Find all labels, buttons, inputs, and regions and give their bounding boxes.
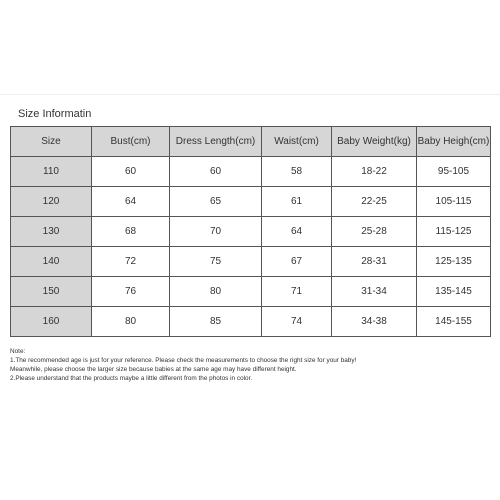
note-line: 1.The recommended age is just for your reference. Please check the measurements to choose the right size for your baby! <box>10 357 357 364</box>
cell-bust: 68 <box>92 217 170 247</box>
top-divider <box>0 94 500 95</box>
cell-size: 110 <box>11 157 92 187</box>
table-row <box>11 217 491 247</box>
cell-waist: 71 <box>262 277 332 307</box>
cell-baby-height: 95-105 <box>417 157 491 187</box>
table-header-row <box>11 127 491 157</box>
cell-baby-height: 125-135 <box>417 247 491 277</box>
cell-baby-weight: 34-38 <box>332 307 417 337</box>
cell-waist: 64 <box>262 217 332 247</box>
cell-baby-height: 115-125 <box>417 217 491 247</box>
note-line: 2.Please understand that the products maybe a little different from the photos in color. <box>10 375 253 382</box>
table-row <box>11 157 491 187</box>
table-row <box>11 277 491 307</box>
note-heading: Note: <box>10 348 26 355</box>
cell-baby-weight: 22-25 <box>332 187 417 217</box>
cell-size: 130 <box>11 217 92 247</box>
cell-bust: 60 <box>92 157 170 187</box>
cell-dress-length: 70 <box>170 217 262 247</box>
cell-baby-weight: 18-22 <box>332 157 417 187</box>
cell-baby-weight: 28-31 <box>332 247 417 277</box>
cell-waist: 58 <box>262 157 332 187</box>
note-line: Meanwhile, please choose the larger size because babies at the same age may have different height. <box>10 366 297 373</box>
cell-baby-height: 105-115 <box>417 187 491 217</box>
header-waist: Waist(cm) <box>262 127 332 157</box>
cell-bust: 76 <box>92 277 170 307</box>
cell-dress-length: 60 <box>170 157 262 187</box>
cell-dress-length: 85 <box>170 307 262 337</box>
cell-baby-weight: 25-28 <box>332 217 417 247</box>
cell-baby-height: 145-155 <box>417 307 491 337</box>
cell-size: 160 <box>11 307 92 337</box>
header-baby-height: Baby Heigh(cm) <box>417 127 491 157</box>
header-dress-length: Dress Length(cm) <box>170 127 262 157</box>
cell-bust: 80 <box>92 307 170 337</box>
cell-waist: 61 <box>262 187 332 217</box>
cell-dress-length: 75 <box>170 247 262 277</box>
note-section <box>10 347 495 383</box>
table-row <box>11 247 491 277</box>
table-row <box>11 187 491 217</box>
cell-bust: 64 <box>92 187 170 217</box>
cell-dress-length: 80 <box>170 277 262 307</box>
cell-size: 140 <box>11 247 92 277</box>
cell-waist: 74 <box>262 307 332 337</box>
header-baby-weight: Baby Weight(kg) <box>332 127 417 157</box>
cell-size: 120 <box>11 187 92 217</box>
cell-waist: 67 <box>262 247 332 277</box>
size-table <box>10 126 491 337</box>
cell-baby-weight: 31-34 <box>332 277 417 307</box>
header-bust: Bust(cm) <box>92 127 170 157</box>
table-row <box>11 307 491 337</box>
page-title: Size Informatin <box>18 108 92 120</box>
cell-dress-length: 65 <box>170 187 262 217</box>
header-size: Size <box>11 127 92 157</box>
cell-size: 150 <box>11 277 92 307</box>
cell-bust: 72 <box>92 247 170 277</box>
cell-baby-height: 135-145 <box>417 277 491 307</box>
